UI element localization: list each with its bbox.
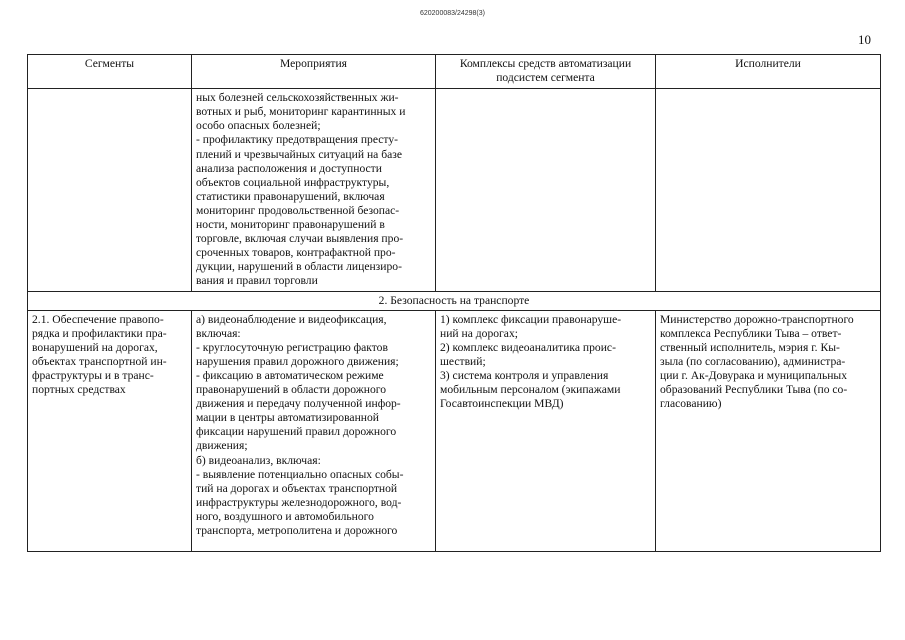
column-header-segments: Сегменты xyxy=(28,55,192,89)
text-line: включая: xyxy=(196,326,241,340)
text-line: вонарушений на дорогах, xyxy=(32,340,158,354)
text-line: 2.1. Обеспечение правопо- xyxy=(32,312,164,326)
text-line: объектов социальной инфраструктуры, xyxy=(196,175,390,189)
cell-executors-continuation xyxy=(656,89,881,291)
text-line: движения и передачу полученной инфор- xyxy=(196,397,401,411)
cell-complexes-continuation xyxy=(436,89,656,291)
column-header-executors: Исполнители xyxy=(656,55,881,89)
text-line: образований Республики Тыва (по со- xyxy=(660,383,848,397)
text-line: инфраструктуры железнодорожного, вод- xyxy=(196,495,402,509)
text-line: мобильным персоналом (экипажами xyxy=(440,383,621,397)
cell-segment-continuation xyxy=(28,89,192,291)
text-line: шествий; xyxy=(440,354,486,368)
text-line: тий на дорогах и объектах транспортной xyxy=(196,481,398,495)
cell-segment-2-1 xyxy=(28,310,192,551)
cell-executors-2-1 xyxy=(656,310,881,551)
text-line: транспорта, метрополитена и дорожного xyxy=(196,524,398,537)
column-header-complexes: Комплексы средств автоматизации подсистем сегмента xyxy=(436,55,656,89)
text-line: ности, мониторинг правонарушений в xyxy=(196,218,385,232)
text-line: особо опасных болезней; xyxy=(196,119,321,133)
text-line: 1) комплекс фиксации правонаруше- xyxy=(440,312,622,326)
measures-table xyxy=(27,54,881,552)
text-line: - круглосуточную регистрацию фактов xyxy=(196,340,388,354)
text-line: нарушения правил дорожного движения; xyxy=(196,354,399,368)
table-row-continuation xyxy=(28,89,881,291)
text-line: 2) комплекс видеоаналитика проис- xyxy=(440,340,616,354)
text-line: ных болезней сельскохозяйственных жи- xyxy=(196,91,399,105)
cell-measures-continuation xyxy=(192,89,436,291)
text-line: зыла (по согласованию), администра- xyxy=(660,354,846,368)
section-row xyxy=(28,291,881,310)
text-line: вания и правил торговли xyxy=(196,274,318,288)
text-line: - выявление потенциально опасных собы- xyxy=(196,467,404,481)
text-line: б) видеоанализ, включая: xyxy=(196,453,321,467)
text-line: мониторинг продовольственной безопас- xyxy=(196,203,400,217)
text-line: статистики правонарушений, включая xyxy=(196,189,385,203)
text-line: - фиксацию в автоматическом режиме xyxy=(196,368,384,382)
text-line: портных средствах xyxy=(32,383,126,397)
text-line: а) видеонаблюдение и видеофиксация, xyxy=(196,312,387,326)
text-line: мации в центры автоматизированной xyxy=(196,411,379,425)
text-line: ственный исполнитель, мэрия г. Кы- xyxy=(660,340,840,354)
text-line: сроченных товаров, контрафактной про- xyxy=(196,246,396,260)
text-line: 3) система контроля и управления xyxy=(440,368,609,382)
cell-complexes-2-1 xyxy=(436,310,656,551)
text-line: - профилактику предотвращения престу- xyxy=(196,133,399,147)
document-id: 620200083/24298(3) xyxy=(419,10,485,17)
text-line: плений и чрезвычайных ситуаций на базе xyxy=(196,147,402,161)
text-line: гласованию) xyxy=(660,397,722,411)
text-line: рядка и профилактики пра- xyxy=(32,326,167,340)
text-line: правонарушений в области дорожного xyxy=(196,383,387,397)
text-line: фраструктуры и в транс- xyxy=(32,368,154,382)
page-number: 10 xyxy=(858,32,871,47)
text-line: Госавтоинспекции МВД) xyxy=(440,397,564,411)
text-line: ции г. Ак-Довурака и муниципальных xyxy=(660,368,848,382)
text-line: движения; xyxy=(196,439,248,453)
text-line: торговле, включая случаи выявления про- xyxy=(196,232,404,246)
text-line: дукции, нарушений в области лицензиро- xyxy=(196,260,402,274)
text-line: ний на дорогах; xyxy=(440,326,518,340)
text-line: ного, воздушного и автомобильного xyxy=(196,509,374,523)
table-row-2-1 xyxy=(28,310,881,551)
table-header-row xyxy=(28,55,881,89)
column-header-measures: Мероприятия xyxy=(192,55,436,89)
section-title: 2. Безопасность на транспорте xyxy=(28,291,881,310)
text-line: Министерство дорожно-транспортного xyxy=(660,312,854,326)
text-line: анализа расположения и доступности xyxy=(196,161,382,175)
text-line: вотных и рыб, мониторинг карантинных и xyxy=(196,105,406,119)
text-line: фиксации нарушений правил дорожного xyxy=(196,425,397,439)
text-line: комплекса Республики Тыва – ответ- xyxy=(660,326,842,340)
text-line: объектах транспортной ин- xyxy=(32,354,167,368)
cell-measures-2-1 xyxy=(192,310,436,551)
